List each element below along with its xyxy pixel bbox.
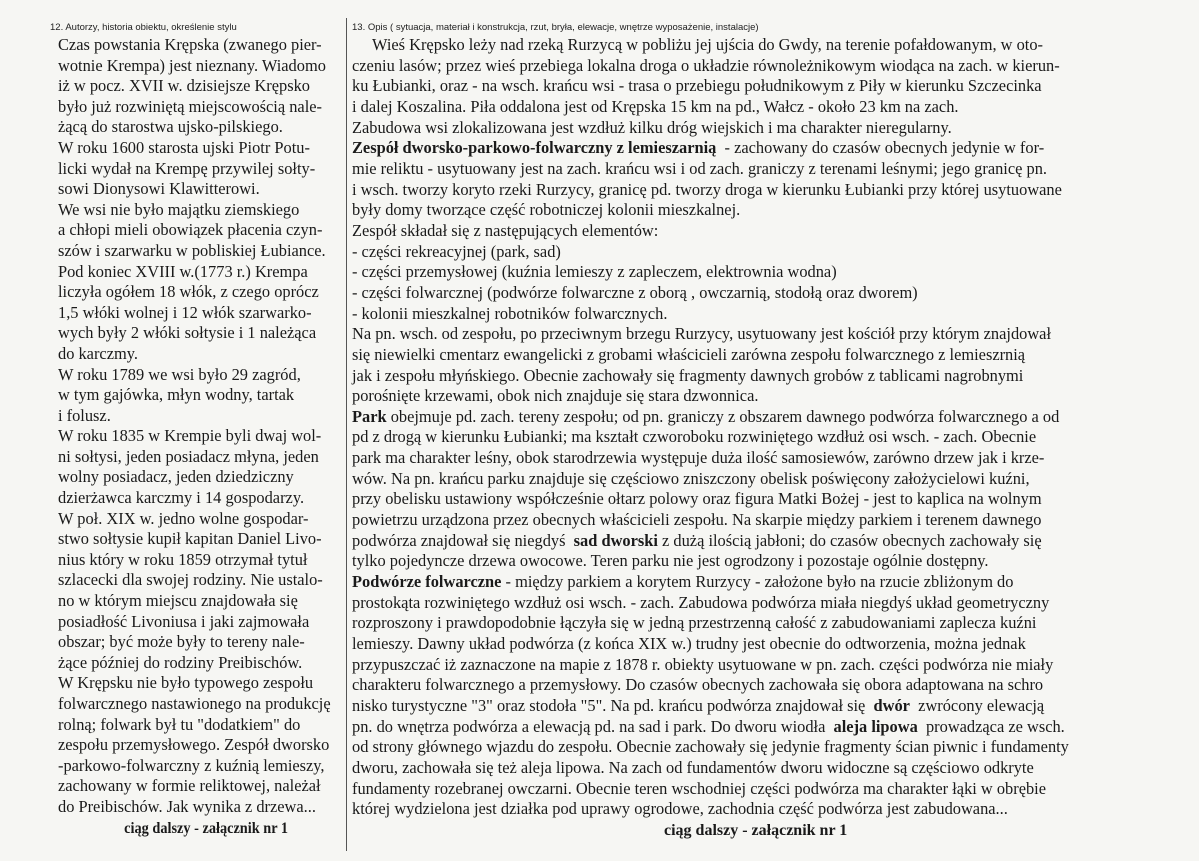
description-line xyxy=(352,737,1192,758)
description-line xyxy=(352,345,1192,366)
description-line xyxy=(352,262,1192,283)
history-line: sowi Dionysowi Klawitterowi. xyxy=(58,179,260,199)
description-line xyxy=(352,799,1192,820)
history-line: żącą do starostwa ujsko-pilskiego. xyxy=(58,117,283,137)
description-line xyxy=(352,97,1192,118)
history-line: było już rozwiniętą miejscowością nale- xyxy=(58,96,322,116)
line-text: park ma charakter leśny, obok starodrzewia występuje duża ilość samosiewów, zarówno drzew jak i krze- xyxy=(352,448,1045,468)
line-text: się niewielki cmentarz ewangelicki z grobami właścicieli zarówna zespołu folwarcznego z lemieszrnią xyxy=(352,344,1026,364)
history-line: W roku 1789 we wsi było 29 zagród, xyxy=(58,364,301,384)
history-line: żące później do rodziny Preibischów. xyxy=(58,652,303,672)
emphasis-term: dwór xyxy=(873,696,910,715)
history-line: liczyła ogółem 18 włók, z czego oprócz xyxy=(58,282,319,302)
description-line xyxy=(352,242,1192,263)
history-line: nius który w roku 1859 otrzymał tytuł xyxy=(58,549,308,569)
continuation-note: ciąg dalszy - załącznik nr 1 xyxy=(664,821,848,839)
line-text: lemieszy. Dawny układ podwórza (z końca XIX w.) trudny jest obecnie do odtworzenia, można jednak xyxy=(352,634,1026,654)
history-line: Pod koniec XVIII w.(1773 r.) Krempa xyxy=(58,261,308,281)
description-line xyxy=(352,283,1192,304)
description-line xyxy=(352,613,1192,634)
history-line: szów i szarwarku w pobliskiej Łubiance. xyxy=(58,240,326,260)
description-line xyxy=(352,35,1192,56)
description-line xyxy=(352,717,1192,738)
description-line xyxy=(352,779,1192,800)
history-line: do karczmy. xyxy=(58,343,138,363)
line-text: czeniu lasów; przez wieś przebiega lokalna droga o układzie równoleżnikowym wiodąca na zach. w kierun- xyxy=(352,55,1060,75)
history-line: wych były 2 włóki sołtysie i 1 należąca xyxy=(58,323,317,343)
line-text: podwórza znajdował się niegdyś xyxy=(352,530,574,550)
description-line xyxy=(352,572,1192,593)
line-text: obejmuje pd. zach. tereny zespołu; od pn. graniczy z obszarem dawnego podwórza folwarcznego a od xyxy=(386,406,1060,426)
line-text: były domy tworzące część robotniczej kolonii mieszkalnej. xyxy=(352,200,741,220)
line-text: - kolonii mieszkalnej robotników folwarcznych. xyxy=(352,303,668,323)
line-text: Zabudowa wsi zlokalizowana jest wzdłuż kilku dróg wiejskich i ma charakter nieregularny. xyxy=(352,117,952,137)
description-line xyxy=(352,304,1192,325)
line-text: pn. do wnętrza podwórza a elewacją pd. na sad i park. Do dworu wiodła xyxy=(352,716,834,736)
column-divider xyxy=(346,18,347,851)
history-line: zachowany w formie reliktowej, należał xyxy=(58,776,321,796)
history-column xyxy=(44,22,344,849)
line-text: Zespół składał się z następujących elementów: xyxy=(352,220,659,240)
description-line xyxy=(352,427,1192,448)
description-text xyxy=(352,35,1192,841)
line-text: zwrócony elewacją xyxy=(909,696,1045,715)
line-text: fundamenty rozebranej owczarni. Obecnie teren wschodniej części podwórza ma charakter łąki w obrębie xyxy=(352,778,1047,798)
history-line: posiadłość Livoniusa i jaki zajmowała xyxy=(58,611,310,631)
history-line: stwo sołtysie kupił kapitan Daniel Livo- xyxy=(58,529,322,549)
description-line xyxy=(352,675,1192,696)
line-text: dworu, zachowała się też aleja lipowa. Na zach od fundamentów dworu widoczne są częściowo odkryte xyxy=(352,757,1034,777)
history-line: W poł. XIX w. jedno wolne gospodar- xyxy=(58,508,309,528)
line-text: - części rekreacyjnej (park, sad) xyxy=(352,241,561,261)
description-line xyxy=(352,758,1192,779)
line-text: - zachowany do czasów obecnych jedynie w for- xyxy=(716,138,1045,158)
history-line: licki wydał na Krempę przywilej sołty- xyxy=(58,158,316,178)
line-text: pd z drogą w kierunku Łubianki; ma kształt czworoboku rozwiniętego wzdłuż osi wsch. - zach. Obecnie xyxy=(352,427,1037,447)
line-text: i wsch. tworzy koryto rzeki Rurzycy, granicę pd. tworzy droga w kierunku Łubianki przy której usytuowane xyxy=(352,179,1062,199)
history-line: W Krępsku nie było typowego zespołu xyxy=(58,673,314,693)
line-text: - części folwarcznej (podwórze folwarczne z oborą , owczarnią, stodołą oraz dworem) xyxy=(352,282,918,302)
history-section-header: 12. Autorzy, historia obiektu, określenie stylu xyxy=(50,22,237,33)
line-text: Na pn. wsch. od zespołu, po przeciwnym brzegu Rurzycy, usytuowany jest kościół przy którym znajdował xyxy=(352,324,1052,344)
line-text: rozproszony i prawdopodobnie łączyła się w jedną przestrzenną całość z zabudowaniami zaplecza kuźni xyxy=(352,613,1037,633)
history-line: zespołu przemysłowego. Zespół dworsko xyxy=(58,735,330,755)
description-line xyxy=(352,448,1192,469)
description-line xyxy=(352,366,1192,387)
line-text: prowadząca ze wsch. xyxy=(917,716,1065,736)
continuation-note: ciąg dalszy - załącznik nr 1 xyxy=(124,819,289,837)
emphasis-term: sad dworski xyxy=(573,530,658,550)
history-line: no w którym miejscu znajdowała się xyxy=(58,591,298,611)
line-text: - części przemysłowej (kuźnia lemieszy z zapleczem, elektrownia wodna) xyxy=(352,262,837,282)
line-text: charakteru folwarcznego a przemysłowy. Do czasów obecnych zachowała się obora adaptowana na schro xyxy=(352,675,1044,695)
description-line xyxy=(352,386,1192,407)
history-line: iż w pocz. XVII w. dzisiejsze Krępsko xyxy=(58,76,310,96)
line-text: - między parkiem a korytem Rurzycy - założone było na rzucie zbliżonym do xyxy=(501,572,1014,592)
description-line xyxy=(352,593,1192,614)
history-line: szlacecki dla swojej rodziny. Nie ustalo- xyxy=(58,570,323,590)
history-line: rolną; folwark był tu "dodatkiem" do xyxy=(58,714,301,734)
line-text: prostokąta rozwiniętego wzdłuż osi wsch. - zach. Zabudowa podwórza miała niegdyś układ geometryczny xyxy=(352,592,1050,612)
description-line xyxy=(352,159,1192,180)
line-text: Wieś Krępsko leży nad rzeką Rurzycą w pobliżu jej ujścia do Gwdy, na terenie pofałdowanym, w oto- xyxy=(372,35,1043,54)
section-heading: Park xyxy=(352,406,387,426)
emphasis-term: aleja lipowa xyxy=(833,716,918,736)
history-line: w tym gajówka, młyn wodny, tartak xyxy=(58,385,295,405)
history-line: We wsi nie było majątku ziemskiego xyxy=(58,199,300,219)
history-line: a chłopi mieli obowiązek płacenia czyn- xyxy=(58,220,323,240)
description-line xyxy=(352,510,1192,531)
description-line xyxy=(352,76,1192,97)
history-line: W roku 1835 w Krempie byli dwaj wol- xyxy=(58,426,322,446)
section-heading: Zespół dworsko-parkowo-folwarczny z lemieszarnią xyxy=(352,138,717,158)
description-line xyxy=(352,696,1192,717)
line-text: przypuszczać iż zaznaczone na mapie z 1878 r. obiekty usytuowane w pn. zach. części podwórza nie miały xyxy=(352,654,1054,674)
description-column xyxy=(352,22,1192,849)
description-line xyxy=(352,56,1192,77)
history-line: dzierżawca karczmy i 14 gospodarzy. xyxy=(58,488,305,508)
history-line: folwarcznego nastawionego na produkcję xyxy=(58,694,331,713)
line-text: przy obelisku ustawiony współcześnie ołtarz polowy oraz figura Matki Bożej - jest to kaplica na wolnym xyxy=(352,489,1042,509)
description-line xyxy=(352,551,1192,572)
history-line: do Preibischów. Jak wynika z drzewa... xyxy=(58,796,316,816)
history-line: ni sołtysi, jeden posiadacz młyna, jeden xyxy=(58,446,319,466)
line-text: od strony głównego wjazdu do zespołu. Obecnie zachowały się jedynie fragmenty ścian piwnic i fundamenty xyxy=(352,737,1069,757)
section-heading: Podwórze folwarczne xyxy=(352,572,502,592)
line-text: powietrzu urządzona przez obecnych właścicieli zespołu. Na skarpie między parkiem i terenem dawnego xyxy=(352,510,1042,530)
line-text: ku Łubianki, oraz - na wsch. krańcu wsi - trasa o przebiegu południkowym z Piły w kierunku Szczecinka xyxy=(352,76,1042,96)
line-text: wów. Na pn. krańcu parku znajduje się częściowo zniszczony obelisk poświęcony założycielowi kuźni, xyxy=(352,468,1030,488)
description-line xyxy=(352,324,1192,345)
line-text: z dużą ilością jabłoni; do czasów obecnych zachowały się xyxy=(657,530,1042,550)
description-line xyxy=(352,531,1192,552)
description-line xyxy=(352,221,1192,242)
line-text: i dalej Koszalina. Piła oddalona jest od Krępska 15 km na pd., Wałcz - około 23 km na zach. xyxy=(352,96,959,116)
history-line: obszar; być może były to tereny nale- xyxy=(58,632,305,652)
description-line xyxy=(352,634,1192,655)
description-line xyxy=(352,407,1192,428)
description-line xyxy=(352,180,1192,201)
history-line: wolny posiadacz, jeden dziedziczny xyxy=(58,467,294,487)
line-text: nisko turystyczne "3" oraz stodoła "5". Na pd. krańcu podwórza znajdował się xyxy=(352,696,874,715)
description-line xyxy=(352,200,1192,221)
line-text: której wydzielona jest działka pod uprawy ogrodowe, zachodnia część podwórza jest zabudowana... xyxy=(352,799,1008,819)
description-line xyxy=(352,469,1192,490)
history-line: Czas powstania Krępska (zwanego pier- xyxy=(58,35,322,54)
line-text: tylko pojedyncze drzewa owocowe. Teren parku nie jest ogrodzony i pozostaje ogólnie dostępny. xyxy=(352,551,989,571)
description-line xyxy=(352,138,1192,159)
history-line: i folusz. xyxy=(58,405,111,425)
history-line: wotnie Krempa) jest nieznany. Wiadomo xyxy=(58,55,326,75)
description-section-header: 13. Opis ( sytuacja, materiał i konstrukcja, rzut, bryła, elewacje, wnętrze wyposażenie, instalacje) xyxy=(352,22,759,33)
description-line xyxy=(352,655,1192,676)
description-line xyxy=(352,118,1192,139)
line-text: porośnięte krzewami, obok nich znajduje się stara dzwonnica. xyxy=(352,386,759,406)
history-line: 1,5 włóki wolnej i 12 włók szarwarko- xyxy=(58,302,312,322)
history-line: W roku 1600 starosta ujski Piotr Potu- xyxy=(58,137,310,157)
history-line: -parkowo-folwarczny z kuźnią lemieszy, xyxy=(58,755,325,775)
description-line xyxy=(352,489,1192,510)
line-text: jak i zespołu młyńskiego. Obecnie zachowały się fragmenty dawnych grobów z tablicami nagrobnymi xyxy=(352,365,1024,385)
history-text xyxy=(44,35,344,839)
line-text: mie reliktu - usytuowany jest na zach. krańcu wsi i od zach. graniczy z terenami leśnymi; jego granicę pn. xyxy=(352,158,1047,178)
